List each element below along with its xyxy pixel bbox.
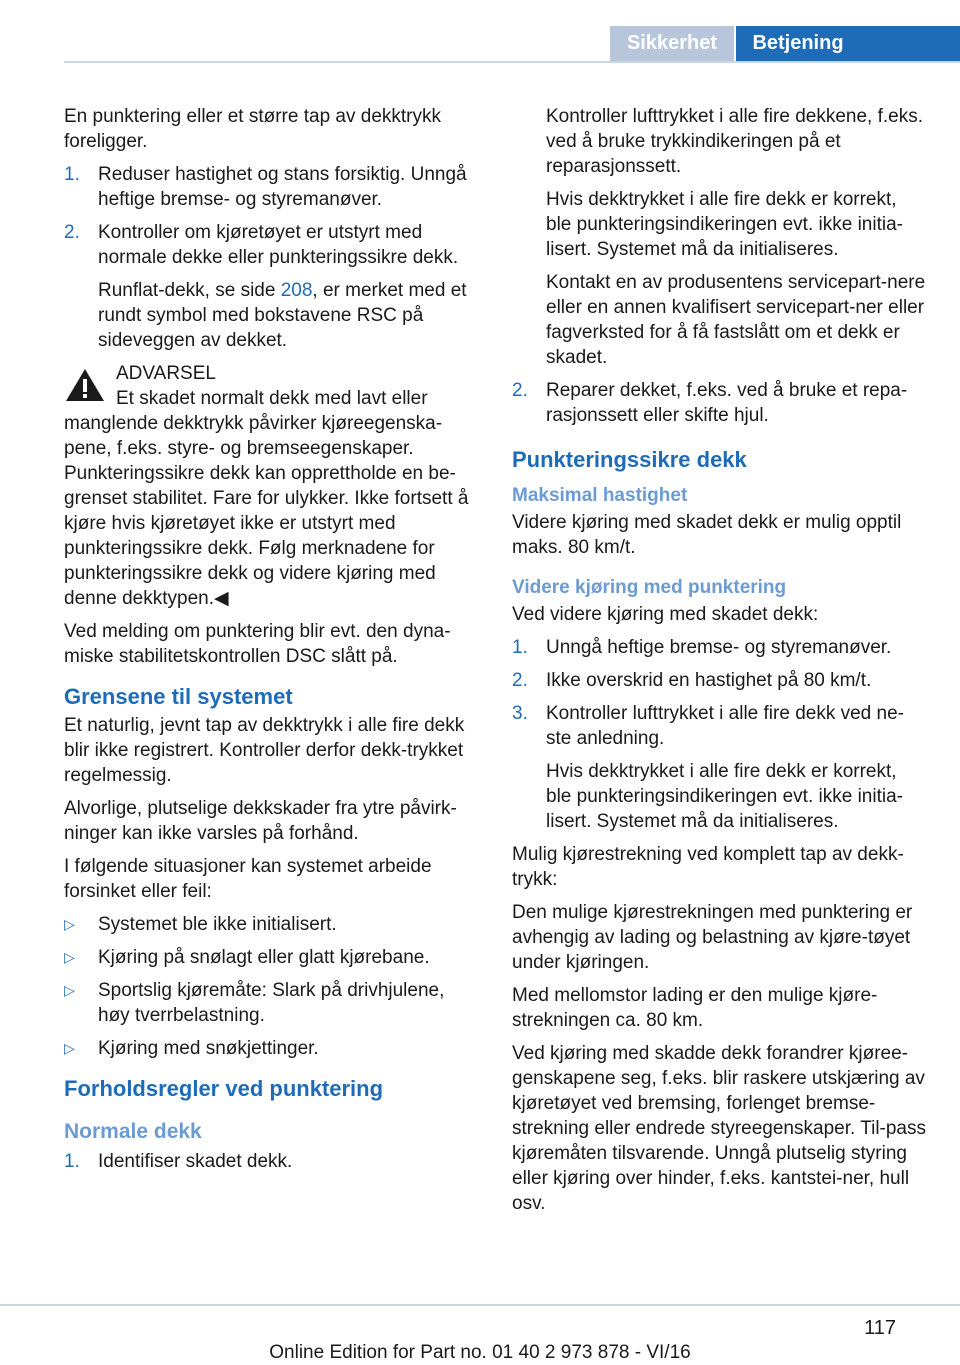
list-item bbox=[64, 162, 478, 212]
list-item bbox=[64, 912, 478, 937]
step-number: 1. bbox=[64, 1151, 80, 1172]
step-number: 1. bbox=[512, 637, 528, 658]
step-text: Kontroller lufttrykket i alle fire dekk ved ne-ste anledning. bbox=[546, 703, 904, 749]
tab-sikkerhet[interactable]: Sikkerhet bbox=[610, 26, 734, 61]
tab-betjening[interactable]: Betjening bbox=[736, 26, 860, 61]
paragraph: Med mellomstor lading er den mulige kjøre-strekningen ca. 80 km. bbox=[512, 985, 878, 1031]
list-item bbox=[512, 635, 926, 660]
runflat-text-post: , er merket med et rundt symbol med bokstavene RSC på sideveggen av dekket. bbox=[98, 280, 467, 351]
runflat-note bbox=[64, 278, 478, 353]
bullet-icon: ▷ bbox=[64, 1040, 75, 1056]
continued-text: Hvis dekktrykket i alle fire dekk er korrekt, ble punkteringsindikeringen evt. ikke initia-lisert. Systemet må da initialiseres. bbox=[546, 761, 903, 832]
step-text: Unngå heftige bremse- og styremanøver. bbox=[546, 637, 892, 658]
bullet-text: Systemet ble ikke initialisert. bbox=[98, 914, 337, 935]
bullet-text: Kjøring på snølagt eller glatt kjørebane. bbox=[98, 947, 430, 968]
step-number: 2. bbox=[64, 222, 80, 243]
list-item bbox=[512, 668, 926, 693]
right-column bbox=[512, 104, 926, 1224]
page-link[interactable]: 208 bbox=[280, 280, 313, 301]
continued-text: Hvis dekktrykket i alle fire dekk er korrekt, ble punkteringsindikeringen evt. ikke initia-lisert. Systemet må da initialiseres. bbox=[546, 189, 903, 260]
list-item bbox=[64, 945, 478, 970]
bullet-text: Kjøring med snøkjettinger. bbox=[98, 1038, 319, 1059]
list-item bbox=[64, 1149, 478, 1174]
continued-text: Kontroller lufttrykket i alle fire dekkene, f.eks. ved å bruke trykkindikeringen på et reparasjonssett. bbox=[546, 106, 923, 177]
warning-first-line: Et skadet normalt dekk med lavt eller bbox=[116, 388, 428, 409]
paragraph: Videre kjøring med skadet dekk er mulig opptil maks. 80 km/t. bbox=[512, 512, 902, 558]
bullet-icon: ▷ bbox=[64, 949, 75, 965]
heading-punkteringssikre: Punkteringssikre dekk bbox=[512, 447, 747, 472]
list-item bbox=[512, 378, 926, 428]
left-column bbox=[64, 104, 478, 1182]
list-item bbox=[64, 1036, 478, 1061]
bullet-text: Sportslig kjøremåte: Slark på drivhjulene, høy tverrbelastning. bbox=[98, 980, 445, 1026]
warning-icon bbox=[64, 367, 106, 403]
header-rule bbox=[64, 61, 960, 63]
step-number: 2. bbox=[512, 670, 528, 691]
paragraph: Alvorlige, plutselige dekkskader fra ytre påvirk-ninger kan ikke varsles på forhånd. bbox=[64, 798, 457, 844]
step-number: 1. bbox=[64, 164, 80, 185]
step-text: Reparer dekket, f.eks. ved å bruke et repa-rasjonssett eller skifte hjul. bbox=[546, 380, 908, 426]
bullet-icon: ▷ bbox=[64, 982, 75, 998]
dsc-text: Ved melding om punktering blir evt. den dyna-miske stabilitetskontrollen DSC slått på. bbox=[64, 621, 451, 667]
continued-text: Kontakt en av produsentens servicepart-nere eller en annen kvalifisert servicepart-ner eller fagverksted for å få fastslått om et dekk er skadet. bbox=[546, 272, 926, 368]
heading-maksimal-hastighet: Maksimal hastighet bbox=[512, 485, 688, 506]
warning-box bbox=[64, 361, 478, 611]
step-text: Identifiser skadet dekk. bbox=[98, 1151, 293, 1172]
bullet-icon: ▷ bbox=[64, 916, 75, 932]
step-number: 3. bbox=[512, 703, 528, 724]
heading-videre-kjoring: Videre kjøring med punktering bbox=[512, 577, 787, 598]
runflat-text-pre: Runflat-dekk, se side bbox=[98, 280, 281, 301]
paragraph: Ved kjøring med skadde dekk forandrer kjøree-genskapene seg, f.eks. blir raskere utskjæring av kjøretøyet ved bremsing, forlenget bremse-strekning eller endrede styreegenskaper. Til-pass kjøremåten tilsvarende. Unngå plutselig styring eller kjøring over hinder, f.eks. kantstei-ner, hull osv. bbox=[512, 1043, 927, 1214]
list-item bbox=[64, 978, 478, 1028]
paragraph: Ved videre kjøring med skadet dekk: bbox=[512, 604, 819, 625]
heading-grensene: Grensene til systemet bbox=[64, 684, 293, 709]
step-text: Reduser hastighet og stans forsiktig. Unngå heftige bremse- og styremanøver. bbox=[98, 164, 467, 210]
step-text: Ikke overskrid en hastighet på 80 km/t. bbox=[546, 670, 872, 691]
step-text: Kontroller om kjøretøyet er utstyrt med normale dekke eller punkteringssikre dekk. bbox=[98, 222, 459, 268]
edition-footer: Online Edition for Part no. 01 40 2 973 878 - VI/16 bbox=[269, 1342, 691, 1363]
heading-normale-dekk: Normale dekk bbox=[64, 1120, 202, 1143]
paragraph: Et naturlig, jevnt tap av dekktrykk i alle fire dekk blir ikke registrert. Kontroller derfor dekk-trykket regelmessig. bbox=[64, 715, 465, 786]
intro-text: En punktering eller et større tap av dekktrykk foreligger. bbox=[64, 106, 441, 152]
list-item bbox=[64, 220, 478, 270]
warning-body: manglende dekktrykk påvirker kjøreegenska-pene, f.eks. styre- og bremseegenskaper. Punkteringssikre dekk kan opprettholde en be-grenset stabilitet. Fare for ulykker. Ikke fortsett å kjøre hvis kjøretøyet ikke er utstyrt med punkteringssikre dekk. Følg merknadene for punkteringssikre dekk og videre kjøring med denne dekktypen.◀ bbox=[64, 413, 469, 609]
list-item bbox=[512, 701, 926, 751]
paragraph: Mulig kjørestrekning ved komplett tap av dekk-trykk: bbox=[512, 844, 904, 890]
header-bar bbox=[860, 26, 960, 61]
page-number: 117 bbox=[864, 1317, 896, 1339]
paragraph: I følgende situasjoner kan systemet arbeide forsinket eller feil: bbox=[64, 856, 432, 902]
paragraph: Den mulige kjørestrekningen med punktering er avhengig av lading og belastning av kjøre-tøyet under kjøringen. bbox=[512, 902, 913, 973]
step-number: 2. bbox=[512, 380, 528, 401]
warning-title: ADVARSEL bbox=[116, 363, 216, 384]
heading-forholdsregler: Forholdsregler ved punktering bbox=[64, 1076, 384, 1101]
footer-rule bbox=[0, 1304, 960, 1306]
